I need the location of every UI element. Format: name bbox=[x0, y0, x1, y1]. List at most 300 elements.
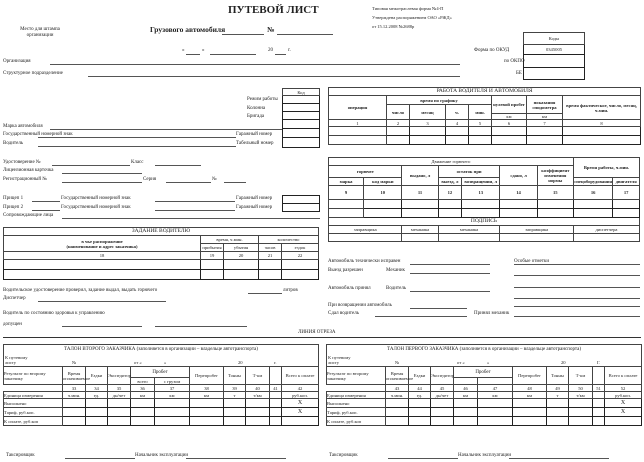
class-field[interactable] bbox=[155, 165, 201, 166]
cell[interactable] bbox=[224, 270, 259, 280]
actual-header: время фактическое, число, месяц, ч.мин. bbox=[563, 96, 641, 120]
col-num: 5 bbox=[469, 120, 492, 127]
trailer2-state-field[interactable] bbox=[155, 210, 235, 211]
cell[interactable] bbox=[329, 234, 402, 242]
cell[interactable] bbox=[282, 417, 319, 426]
cell[interactable] bbox=[190, 408, 224, 417]
notes-line[interactable] bbox=[514, 306, 640, 307]
cell[interactable]: X bbox=[605, 408, 642, 417]
dispatcher-field[interactable] bbox=[38, 301, 166, 302]
cell[interactable] bbox=[573, 234, 639, 242]
cell[interactable] bbox=[438, 234, 500, 242]
cell[interactable] bbox=[364, 200, 402, 209]
work-time-header: Время работы, ч.мин. bbox=[573, 158, 639, 178]
col-header: Экспедитор bbox=[108, 367, 131, 385]
cell[interactable] bbox=[454, 399, 478, 408]
blank-cell bbox=[4, 385, 63, 392]
time-header: время, ч.мин. bbox=[201, 236, 259, 244]
cell[interactable] bbox=[527, 136, 563, 145]
trailer1-label: Прицеп 1 bbox=[3, 196, 24, 201]
cell[interactable] bbox=[246, 408, 270, 417]
unit-cell: км bbox=[131, 392, 155, 399]
departure-header: убытия bbox=[224, 244, 259, 252]
brand-field[interactable] bbox=[50, 129, 282, 130]
license-field[interactable] bbox=[52, 165, 130, 166]
col-num: 16 bbox=[573, 186, 612, 200]
codes-title: Коды bbox=[524, 33, 585, 45]
on-return-label: При возвращении автомобиль bbox=[328, 303, 392, 308]
table-row bbox=[329, 136, 641, 145]
engine-header: двигателя bbox=[613, 178, 640, 186]
cell[interactable] bbox=[537, 209, 573, 218]
cell[interactable] bbox=[492, 127, 527, 136]
taxer-label: Таксировщик bbox=[329, 453, 358, 458]
arrival-header: прибытия bbox=[202, 245, 222, 250]
table-row bbox=[4, 417, 319, 426]
table-row bbox=[4, 408, 319, 417]
col-num: 47 bbox=[478, 385, 513, 392]
okpo-value[interactable] bbox=[524, 55, 585, 68]
col-num: 35 bbox=[108, 385, 131, 392]
col-header: Тонны bbox=[547, 367, 569, 385]
cell[interactable] bbox=[409, 408, 431, 417]
cell[interactable] bbox=[492, 136, 527, 145]
cell[interactable] bbox=[513, 417, 547, 426]
cell[interactable]: X bbox=[282, 408, 319, 417]
cell[interactable] bbox=[569, 399, 593, 408]
talon bbox=[3, 344, 319, 462]
okud-label: Форма по ОКУД bbox=[474, 48, 510, 53]
okud-value: 0345005 bbox=[524, 45, 585, 55]
col-num: 49 bbox=[547, 385, 569, 392]
day-field[interactable] bbox=[186, 54, 200, 55]
col-num: 41 bbox=[270, 385, 282, 392]
col-num: 17 bbox=[613, 186, 640, 200]
blank-cell bbox=[327, 385, 386, 392]
unit-cell: ед. bbox=[86, 392, 108, 399]
speedometer-header: показания спидометра bbox=[527, 96, 563, 114]
cell[interactable] bbox=[386, 417, 409, 426]
cell[interactable] bbox=[593, 399, 605, 408]
division-label: Структурное подразделение bbox=[3, 71, 63, 76]
cell[interactable] bbox=[387, 127, 410, 136]
unit-cell: ч.мин. bbox=[63, 392, 86, 399]
cell[interactable] bbox=[513, 399, 547, 408]
row-label: К оплате, руб.коп bbox=[327, 417, 386, 426]
cell[interactable] bbox=[573, 209, 612, 218]
col-num: 40 bbox=[246, 385, 270, 392]
taxer-field[interactable] bbox=[65, 458, 135, 459]
cell[interactable] bbox=[563, 136, 641, 145]
sub-header bbox=[478, 378, 513, 385]
col-num: 1 bbox=[329, 120, 387, 127]
col-num: 13 bbox=[462, 186, 500, 200]
cell[interactable] bbox=[613, 209, 640, 218]
tab-number-code[interactable] bbox=[283, 138, 320, 148]
from-label: от « bbox=[457, 359, 465, 365]
cell[interactable] bbox=[527, 127, 563, 136]
col-num: 20 bbox=[224, 252, 259, 260]
table-row bbox=[329, 209, 640, 218]
garage-number-code[interactable] bbox=[283, 129, 320, 138]
col-num: 21 bbox=[259, 252, 282, 260]
units-label: Единица измерения bbox=[4, 392, 63, 399]
brigade-label: Бригада bbox=[247, 114, 265, 119]
class-label: Класс bbox=[131, 160, 144, 165]
sub-header: с грузом bbox=[155, 378, 190, 385]
cell[interactable] bbox=[469, 127, 492, 136]
admitted-sign-field[interactable] bbox=[155, 326, 247, 327]
schedule-header: время по графику bbox=[387, 96, 492, 105]
cell[interactable] bbox=[155, 417, 190, 426]
trailer1-garage-label: Гаражный номер bbox=[236, 196, 273, 201]
trailer-garage-table bbox=[282, 195, 320, 212]
trailer2-garage-field[interactable] bbox=[283, 204, 320, 212]
cell[interactable] bbox=[469, 136, 492, 145]
unit-cell: дн/чет bbox=[431, 392, 454, 399]
unit-cell: т bbox=[224, 392, 246, 399]
form-note: от 15.12.2008 №2688р bbox=[372, 24, 415, 29]
organization-field[interactable] bbox=[50, 64, 460, 65]
sign-title: ПОДПИСЬ bbox=[329, 218, 640, 226]
cell[interactable] bbox=[86, 408, 108, 417]
cell[interactable] bbox=[190, 399, 224, 408]
handed-label: Сдал водитель bbox=[328, 311, 359, 316]
year-field[interactable] bbox=[275, 54, 286, 55]
cell[interactable] bbox=[478, 399, 513, 408]
results-header: Результат по второму заказчику bbox=[327, 367, 386, 385]
exit-label: Выезд разрешен bbox=[328, 268, 363, 273]
cell[interactable] bbox=[270, 399, 282, 408]
admitted-label: допущен bbox=[3, 322, 22, 327]
cell[interactable] bbox=[569, 408, 593, 417]
cell[interactable] bbox=[282, 270, 319, 280]
cell[interactable] bbox=[224, 260, 259, 270]
cell[interactable] bbox=[409, 399, 431, 408]
cell[interactable] bbox=[329, 200, 364, 209]
accepted-label: Автомобиль принял bbox=[328, 286, 371, 291]
cell[interactable] bbox=[431, 417, 454, 426]
cell[interactable] bbox=[409, 417, 431, 426]
col-header: Т-км bbox=[246, 367, 270, 385]
col-header: Т-км bbox=[569, 367, 593, 385]
work-title: РАБОТА ВОДИТЕЛЯ И АВТОМОБИЛЯ bbox=[329, 88, 641, 96]
col-header: Время оплачиваемое bbox=[63, 367, 86, 385]
cell[interactable] bbox=[201, 260, 224, 270]
brand-code[interactable] bbox=[283, 120, 320, 129]
cell[interactable] bbox=[201, 270, 224, 280]
from-label: от « bbox=[134, 359, 142, 365]
number-field[interactable] bbox=[277, 34, 333, 35]
col-num: 34 bbox=[86, 385, 108, 392]
mechanic-field[interactable] bbox=[410, 273, 490, 274]
col-num: 48 bbox=[513, 385, 547, 392]
cell[interactable] bbox=[364, 209, 402, 218]
license-card-label: Лицензионная карточка bbox=[3, 168, 54, 173]
organization-label: Организация bbox=[3, 59, 31, 64]
brigade-code[interactable] bbox=[283, 112, 320, 120]
cell[interactable] bbox=[593, 408, 605, 417]
cell[interactable] bbox=[386, 408, 409, 417]
notes-line[interactable] bbox=[514, 275, 640, 276]
liters-field[interactable] bbox=[248, 293, 282, 294]
cell[interactable] bbox=[569, 417, 593, 426]
driver-label: Водитель bbox=[3, 141, 24, 146]
fuel-header: горючее bbox=[329, 166, 402, 178]
garage-number-label: Гаражный номер bbox=[236, 132, 273, 137]
reg-number-label: Регистрационный № bbox=[3, 177, 48, 182]
chief-field[interactable] bbox=[186, 458, 286, 459]
month-field[interactable] bbox=[210, 54, 256, 55]
work-mode-label: Режим работы bbox=[247, 97, 278, 102]
on-return-header: возвращении, л bbox=[462, 178, 500, 186]
col-num: 19 bbox=[201, 252, 224, 260]
cell[interactable] bbox=[402, 200, 438, 209]
cell[interactable] bbox=[431, 408, 454, 417]
cell[interactable] bbox=[329, 209, 364, 218]
talon-table bbox=[3, 344, 319, 426]
chief-field[interactable] bbox=[509, 458, 609, 459]
trailer2-label: Прицеп 2 bbox=[3, 205, 24, 210]
cell[interactable] bbox=[454, 417, 478, 426]
col-num: 7 bbox=[527, 120, 563, 127]
col-num: 2 bbox=[387, 120, 410, 127]
on-return-field[interactable] bbox=[410, 308, 467, 309]
mech-accepted-field[interactable] bbox=[514, 316, 640, 317]
codes-table bbox=[523, 32, 585, 80]
cell[interactable] bbox=[513, 408, 547, 417]
cell[interactable] bbox=[259, 270, 282, 280]
cell[interactable] bbox=[613, 200, 640, 209]
cell[interactable] bbox=[500, 200, 537, 209]
cell[interactable] bbox=[131, 417, 155, 426]
cell[interactable] bbox=[155, 399, 190, 408]
health-label: Водитель по состоянию здоровья к управлению bbox=[3, 311, 105, 316]
series-field[interactable] bbox=[166, 182, 211, 183]
mech-accepted-label: Принял механик bbox=[474, 311, 510, 316]
driver-field[interactable] bbox=[38, 146, 236, 147]
license-card-field[interactable] bbox=[62, 173, 142, 174]
cell[interactable] bbox=[4, 270, 201, 280]
km-unit: км bbox=[492, 114, 527, 120]
stamp-area: Место для штампа организации bbox=[20, 27, 60, 38]
results-header: Результат по второму заказчику bbox=[4, 367, 63, 385]
cell[interactable] bbox=[4, 260, 201, 270]
cell[interactable] bbox=[478, 417, 513, 426]
cell[interactable] bbox=[224, 408, 246, 417]
mechanic-label: Механик bbox=[386, 268, 405, 273]
cell[interactable] bbox=[462, 200, 500, 209]
col-num: 39 bbox=[224, 385, 246, 392]
handed-field[interactable] bbox=[375, 316, 467, 317]
reg-number-field[interactable] bbox=[62, 182, 142, 183]
cell[interactable]: X bbox=[282, 399, 319, 408]
unit-cell: ч.мин. bbox=[386, 392, 409, 399]
coef-header: коэффициент изменения нормы bbox=[537, 166, 573, 186]
cell[interactable] bbox=[402, 234, 438, 242]
cell[interactable] bbox=[446, 127, 469, 136]
cell[interactable] bbox=[438, 200, 461, 209]
cell[interactable] bbox=[431, 399, 454, 408]
cell[interactable] bbox=[454, 408, 478, 417]
table-row bbox=[329, 200, 640, 209]
cell[interactable] bbox=[246, 399, 270, 408]
row-label: К оплате, руб.коп bbox=[4, 417, 63, 426]
cell[interactable] bbox=[270, 417, 282, 426]
cell[interactable] bbox=[246, 417, 270, 426]
notes-line[interactable] bbox=[514, 264, 640, 265]
year-suffix: г. bbox=[288, 48, 291, 53]
no-field[interactable] bbox=[224, 182, 246, 183]
row-label: Тариф, руб.коп. bbox=[4, 408, 63, 417]
table-row bbox=[329, 127, 641, 136]
hour-header: ч. bbox=[446, 105, 469, 120]
cell[interactable] bbox=[329, 136, 387, 145]
col-header: Ездки bbox=[86, 367, 108, 385]
col-header: Всего к оплате bbox=[605, 367, 642, 385]
notes-line[interactable] bbox=[514, 287, 640, 288]
cell[interactable] bbox=[63, 417, 86, 426]
day-header: число bbox=[387, 105, 410, 120]
escorts-field[interactable] bbox=[62, 218, 320, 219]
cell[interactable] bbox=[108, 408, 131, 417]
cell[interactable] bbox=[63, 408, 86, 417]
month-header: месяц bbox=[410, 105, 446, 120]
zero-run-header: нулевой пробег bbox=[492, 96, 527, 114]
cell[interactable] bbox=[438, 209, 461, 218]
cell[interactable] bbox=[329, 127, 387, 136]
cell[interactable]: X bbox=[605, 399, 642, 408]
unit-cell: км bbox=[513, 392, 547, 399]
vehicle-type-field[interactable] bbox=[222, 34, 264, 35]
chief-label: Начальник эксплуатации bbox=[458, 453, 512, 458]
talon-ref bbox=[4, 354, 319, 367]
cell[interactable] bbox=[500, 209, 537, 218]
col-header: Экспедитор bbox=[431, 367, 454, 385]
trailer1-field[interactable] bbox=[32, 201, 60, 202]
col-num: 6 bbox=[492, 120, 527, 127]
no-label: № bbox=[395, 359, 400, 365]
to-list-label: К путевому листу bbox=[5, 354, 28, 365]
unit-cell bbox=[270, 392, 282, 399]
year-prefix: 20 bbox=[268, 48, 273, 53]
col-num: 15 bbox=[537, 186, 573, 200]
taxer-label: Таксировщик bbox=[6, 453, 35, 458]
col-num: 44 bbox=[409, 385, 431, 392]
trailer1-garage-field[interactable] bbox=[283, 196, 320, 204]
cell[interactable] bbox=[224, 399, 246, 408]
notes-line[interactable] bbox=[514, 298, 640, 299]
state-number-field[interactable] bbox=[38, 137, 236, 138]
talon bbox=[326, 344, 642, 462]
cell[interactable] bbox=[547, 399, 569, 408]
cell[interactable] bbox=[547, 408, 569, 417]
cell[interactable] bbox=[108, 399, 131, 408]
cell[interactable] bbox=[593, 417, 605, 426]
col-num: 52 bbox=[605, 385, 642, 392]
hours-header: часов bbox=[259, 244, 282, 252]
km-unit: км bbox=[527, 114, 563, 120]
col-header: Перепробег bbox=[190, 367, 224, 385]
col-num: 10 bbox=[364, 186, 402, 200]
cell[interactable] bbox=[282, 260, 319, 270]
trailer1-state-field[interactable] bbox=[155, 201, 235, 202]
talon-ref bbox=[327, 354, 642, 367]
cell[interactable] bbox=[410, 136, 446, 145]
form-note: Утверждена распоряжением ОАО «РЖД» bbox=[372, 15, 452, 20]
cell[interactable] bbox=[386, 399, 409, 408]
col-num: 36 bbox=[131, 385, 155, 392]
cell[interactable] bbox=[155, 408, 190, 417]
cell[interactable] bbox=[63, 399, 86, 408]
date-close: » bbox=[202, 48, 205, 53]
cell[interactable] bbox=[547, 417, 569, 426]
cell[interactable] bbox=[573, 200, 612, 209]
license-label: Удостоверение № bbox=[3, 160, 41, 165]
cell[interactable] bbox=[537, 200, 573, 209]
cell[interactable] bbox=[131, 399, 155, 408]
cell[interactable] bbox=[563, 127, 641, 136]
admitted-field[interactable] bbox=[62, 326, 142, 327]
column-code[interactable] bbox=[283, 104, 320, 112]
chief-label: Начальник эксплуатации bbox=[135, 453, 189, 458]
cell[interactable] bbox=[259, 260, 282, 270]
cell[interactable] bbox=[478, 408, 513, 417]
cell[interactable] bbox=[224, 417, 246, 426]
col-num: 14 bbox=[500, 186, 537, 200]
trailer2-field[interactable] bbox=[32, 210, 60, 211]
col-header bbox=[593, 367, 605, 385]
no-label: № bbox=[212, 177, 217, 182]
cell[interactable] bbox=[446, 136, 469, 145]
page-title: ПУТЕВОЙ ЛИСТ bbox=[228, 4, 319, 16]
work-mode-code[interactable] bbox=[283, 96, 320, 104]
cell[interactable] bbox=[402, 209, 438, 218]
cell[interactable] bbox=[190, 417, 224, 426]
cell[interactable] bbox=[387, 136, 410, 145]
customer-label-2: (наименование и адрес заказчика) bbox=[66, 243, 138, 249]
cell[interactable] bbox=[86, 417, 108, 426]
sign-col: заправщика bbox=[329, 226, 402, 234]
cell[interactable] bbox=[86, 399, 108, 408]
cell[interactable] bbox=[270, 408, 282, 417]
cell[interactable] bbox=[108, 417, 131, 426]
task-table bbox=[3, 227, 319, 280]
task-customer-header bbox=[4, 236, 201, 252]
col-header bbox=[270, 367, 282, 385]
be-value[interactable] bbox=[524, 68, 585, 80]
cell[interactable] bbox=[605, 417, 642, 426]
taxer-field[interactable] bbox=[388, 458, 458, 459]
col-num: 51 bbox=[593, 385, 605, 392]
table-row bbox=[327, 417, 642, 426]
sign-col: механика bbox=[402, 226, 438, 234]
cell[interactable] bbox=[410, 127, 446, 136]
date-open: « bbox=[182, 48, 185, 53]
sign-col: диспетчера bbox=[573, 226, 639, 234]
cell[interactable] bbox=[500, 234, 574, 242]
dispatcher-label: Диспетчер bbox=[3, 296, 26, 301]
g-label: г. bbox=[274, 359, 277, 365]
accepted-driver-field[interactable] bbox=[410, 291, 490, 292]
operation-header: операция bbox=[329, 96, 387, 120]
col-num: 46 bbox=[454, 385, 478, 392]
ok-field[interactable] bbox=[410, 264, 490, 265]
cell[interactable] bbox=[131, 408, 155, 417]
sign-col: механика bbox=[438, 226, 500, 234]
division-field[interactable] bbox=[88, 76, 460, 77]
cell[interactable] bbox=[462, 209, 500, 218]
